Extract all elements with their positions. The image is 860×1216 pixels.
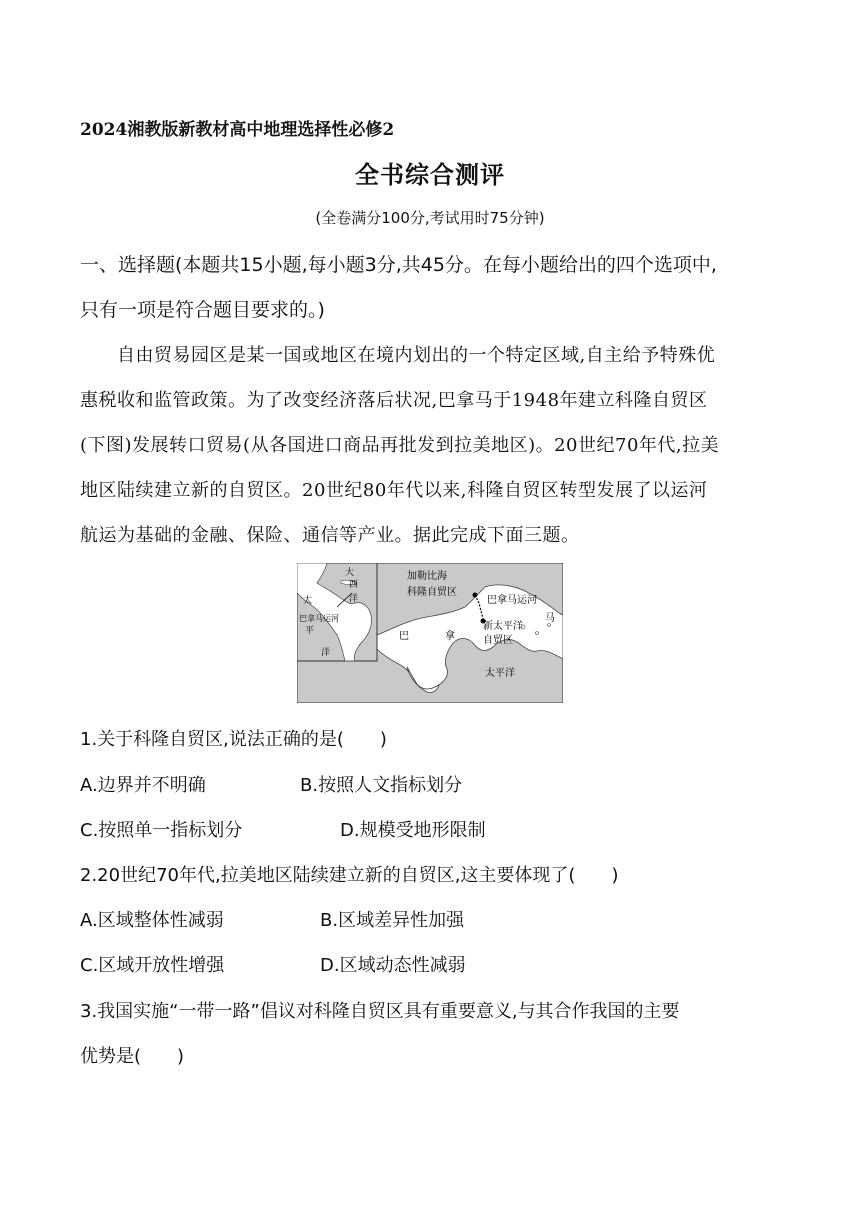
passage-line: 自由贸易园区是某一国或地区在境内划出的一个特定区域,自主给予特殊优 bbox=[117, 345, 716, 366]
inset-label: 太 bbox=[303, 596, 313, 606]
map-label: 太平洋 bbox=[485, 668, 515, 679]
question-2-option-a[interactable]: A.区域整体性减弱 bbox=[80, 910, 224, 931]
map-label: 自贸区 bbox=[483, 635, 513, 646]
question-3-stem: 3.我国实施“一带一路”倡议对科隆自贸区具有重要意义,与其合作我国的主要 bbox=[80, 1001, 680, 1022]
question-1-stem: 1.关于科隆自贸区,说法正确的是( ) bbox=[80, 729, 387, 750]
page-title: 全书综合测评 bbox=[355, 161, 505, 189]
map-label: 巴拿马运河 bbox=[487, 595, 537, 606]
section-heading-text: 一、选择题(本题共15小题,每小题3分,共45分。在每小题给出的四个选项中, bbox=[80, 254, 717, 276]
question-2-stem: 2.20世纪70年代,拉美地区陆续建立新的自贸区,这主要体现了( ) bbox=[80, 865, 619, 886]
inset-label: 洋 bbox=[349, 594, 359, 604]
question-1-option-c[interactable]: C.按照单一指标划分 bbox=[80, 820, 243, 841]
map-label: 科隆自贸区 bbox=[407, 587, 457, 598]
passage-line: 航运为基础的金融、保险、通信等产业。据此完成下面三题。 bbox=[80, 525, 580, 546]
map-label: 新太平洋 bbox=[483, 621, 523, 632]
question-1-option-b[interactable]: B.按照人文指标划分 bbox=[300, 775, 463, 796]
question-2-option-d[interactable]: D.区域动态性减弱 bbox=[320, 955, 466, 976]
inset-label: 西 bbox=[349, 580, 359, 590]
passage-line: (下图)发展转口贸易(从各国进口商品再批发到拉美地区)。20世纪70年代,拉美 bbox=[80, 435, 720, 456]
inset-label: 平 bbox=[305, 626, 315, 636]
inset-label: 洋 bbox=[321, 648, 331, 658]
island bbox=[536, 632, 539, 635]
section-heading bbox=[80, 250, 717, 277]
inset-map bbox=[297, 563, 377, 661]
exam-note: (全卷满分100分,考试用时75分钟) bbox=[315, 209, 545, 227]
passage-line: 地区陆续建立新的自贸区。20世纪80年代以来,科隆自贸区转型发展了以运河 bbox=[80, 480, 708, 501]
map-label: 加勒比海 bbox=[407, 571, 447, 582]
colon-point bbox=[473, 593, 478, 598]
question-2-option-b[interactable]: B.区域差异性加强 bbox=[320, 910, 465, 931]
section-heading-cont: 只有一项是符合题目要求的。) bbox=[80, 299, 325, 321]
question-1-option-a[interactable]: A.边界并不明确 bbox=[80, 775, 206, 796]
map-label: 拿 bbox=[445, 631, 455, 642]
question-1-option-d[interactable]: D.规模受地形限制 bbox=[340, 820, 486, 841]
series-title: 2024湘教版新教材高中地理选择性必修2 bbox=[80, 120, 395, 140]
inset-label: 巴拿马运河 bbox=[299, 614, 339, 623]
inset-label: 大 bbox=[345, 568, 355, 578]
map-label: 巴 bbox=[399, 631, 409, 642]
map-label: 马 bbox=[545, 613, 555, 624]
passage-line: 惠税收和监管政策。为了改变经济落后状况,巴拿马于1948年建立科隆自贸区 bbox=[80, 390, 708, 411]
panama-map bbox=[297, 563, 563, 703]
question-2-option-c[interactable]: C.区域开放性增强 bbox=[80, 955, 225, 976]
question-3-stem-cont: 优势是( ) bbox=[80, 1046, 185, 1067]
